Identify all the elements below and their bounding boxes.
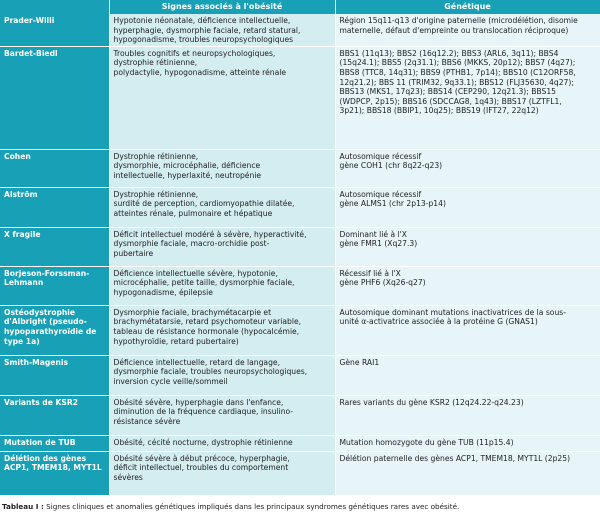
syndrome-name: Smith-Magenis — [0, 355, 109, 395]
signes-cell: Déficience intellectuelle sévère, hypotonie, microcéphalie, petite taille, dysmorphie faciale, hypogonadisme, épilepsie — [109, 266, 335, 305]
genetique-cell: Autosomique récessif gène ALMS1 (chr 2p13-p14) — [335, 187, 600, 227]
signes-cell: Dysmorphie faciale, brachymétacarpie et brachymétatarsie, retard psychomoteur variable, tableau de résistance hormonale (hypocalcémie, hypothyroïdie, retard pubertaire) — [109, 305, 335, 355]
syndrome-name: Alström — [0, 187, 109, 227]
table-row — [0, 266, 600, 305]
genetique-cell: Rares variants du gène KSR2 (12q24.22-q24.23) — [335, 395, 600, 435]
table-row — [0, 435, 600, 451]
signes-cell: Dystrophie rétinienne, surdité de perception, cardiomyopathie dilatée, atteintes rénale, pulmonaire et hépatique — [109, 187, 335, 227]
caption-text: Signes cliniques et anomalies génétiques impliqués dans les principaux syndromes génétiques rares avec obésité. — [43, 502, 460, 511]
signes-cell: Obésité sévère à début précoce, hyperphagie, déficit intellectuel, troubles du comportement sévères — [109, 451, 335, 495]
syndrome-name: Mutation de TUB — [0, 435, 109, 451]
syndrome-name: Délétion des gènes ACP1, TMEM18, MYT1L — [0, 451, 109, 495]
syndrome-name: Ostéodystrophie d'Albright (pseudo- hypoparathyroïdie de type 1a) — [0, 305, 109, 355]
syndrome-name: Cohen — [0, 149, 109, 187]
header-genetique: Génétique — [335, 0, 600, 14]
caption-label: Tableau I : — [2, 502, 44, 511]
syndrome-name: Bardet-Biedl — [0, 46, 109, 149]
signes-cell: Obésité sévère, hyperphagie dans l'enfance, diminution de la fréquence cardiaque, insulino- résistance sévère — [109, 395, 335, 435]
signes-cell: Dystrophie rétinienne, dysmorphie, microcéphalie, déficience intellectuelle, hyperlaxité, neutropénie — [109, 149, 335, 187]
syndrome-name: Variants de KSR2 — [0, 395, 109, 435]
table-row — [0, 355, 600, 395]
table-row — [0, 451, 600, 495]
signes-cell: Déficit intellectuel modéré à sévère, hyperactivité, dysmorphie faciale, macro-orchidie post- pubertaire — [109, 227, 335, 266]
table-row — [0, 187, 600, 227]
header-syndrome — [0, 0, 109, 14]
table-row — [0, 305, 600, 355]
table-row — [0, 395, 600, 435]
genetique-cell: Autosomique dominant mutations inactivatrices de la sous- unité α-activatrice associée à la protéine G (GNAS1) — [335, 305, 600, 355]
genetique-cell: Délétion paternelle des gènes ACP1, TMEM18, MYT1L (2p25) — [335, 451, 600, 495]
genetique-cell: Autosomique récessif gène COH1 (chr 8q22-q23) — [335, 149, 600, 187]
genetique-cell: Mutation homozygote du gène TUB (11p15.4) — [335, 435, 600, 451]
genetique-cell: Récessif lié à l'X gène PHF6 (Xq26-q27) — [335, 266, 600, 305]
signes-cell: Hypotonie néonatale, déficience intellectuelle, hyperphagie, dysmorphie faciale, retard statural, hypogonadisme, troubles neuropsychologiques — [109, 14, 335, 46]
table-row — [0, 227, 600, 266]
table-header-row — [0, 0, 600, 14]
genetique-cell: Dominant lié à l'X gène FMR1 (Xq27.3) — [335, 227, 600, 266]
syndrome-name: Prader-Willi — [0, 14, 109, 46]
table-row — [0, 46, 600, 149]
syndrome-name: X fragile — [0, 227, 109, 266]
table-caption — [2, 502, 598, 511]
genetique-cell: Région 15q11-q13 d'origine paternelle (microdélétion, disomie maternelle, défaut d'empreinte ou translocation réciproque) — [335, 14, 600, 46]
table-row — [0, 14, 600, 46]
signes-cell: Troubles cognitifs et neuropsychologiques, dystrophie rétinienne, polydactylie, hypogonadisme, atteinte rénale — [109, 46, 335, 149]
syndrome-name: Borjeson-Forssman- Lehmann — [0, 266, 109, 305]
signes-cell: Déficience intellectuelle, retard de langage, dysmorphie faciale, troubles neuropsychologiques, inversion cycle veille/sommeil — [109, 355, 335, 395]
header-signes: Signes associés à l'obésité — [109, 0, 335, 14]
table-row — [0, 149, 600, 187]
signes-cell: Obésité, cécité nocturne, dystrophie rétinienne — [109, 435, 335, 451]
genetique-cell: BBS1 (11q13); BBS2 (16q12.2); BBS3 (ARL6, 3q11); BBS4 (15q24.1); BBS5 (2q31.1); BBS6 (MKKS, 20p12); BBS7 (4q27); BBS8 (TTC8, 14q31); BBS9 (PTHB1, 7p14); BBS10 (C12ORF58, 12q21.2); BBS 11 (TRIM32, 9q33.1); BBS12 (FLJ35630, 4q27); BBS13 (MKS1, 17q23); BBS14 (CEP290, 12q21.3); BBS15 (WDPCP, 2p15); BBS16 (SDCCAG8, 1q43); BBS17 (LZTFL1, 3p21); BBS18 (BBIP1, 10q25); BBS19 (IFT27, 22q12) — [335, 46, 600, 149]
genetique-cell: Gène RAI1 — [335, 355, 600, 395]
